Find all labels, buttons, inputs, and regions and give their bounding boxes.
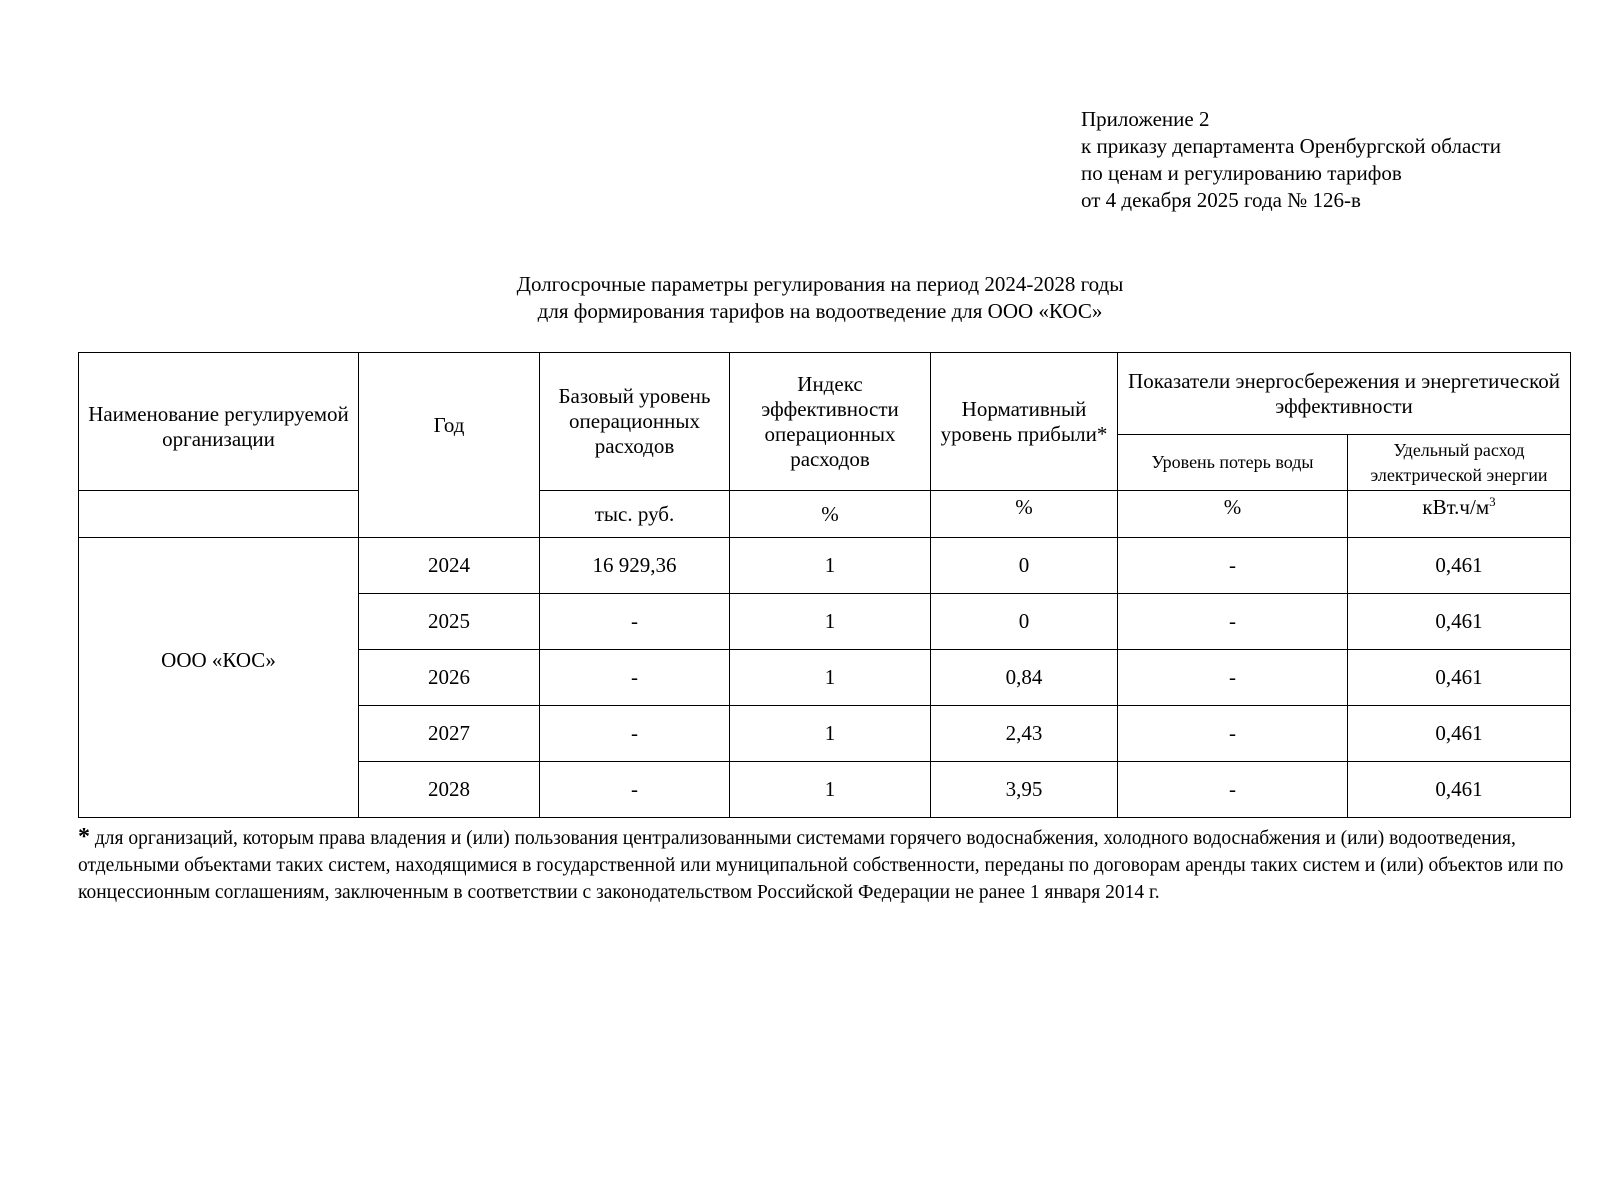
cell-electricity: 0,461 xyxy=(1348,762,1571,818)
cell-index: 1 xyxy=(730,762,931,818)
appendix-line: к приказу департамента Оренбургской области xyxy=(1081,134,1501,158)
unit-electricity-exponent: 3 xyxy=(1489,494,1496,509)
appendix-line: Приложение 2 xyxy=(1081,107,1210,131)
cell-base: - xyxy=(540,706,730,762)
cell-electricity: 0,461 xyxy=(1348,706,1571,762)
organization-cell: ООО «КОС» xyxy=(79,538,359,818)
title-line-2: для формирования тарифов на водоотведение для ООО «КОС» xyxy=(537,299,1103,323)
header-org-name: Наименование регулируемой организации xyxy=(79,353,359,491)
appendix-line: от 4 декабря 2025 года № 126-в xyxy=(1081,188,1361,212)
parameters-table xyxy=(78,352,1571,818)
cell-year: 2027 xyxy=(359,706,540,762)
header-electricity: Удельный расход электрической энергии xyxy=(1348,435,1571,491)
cell-profit: 0,84 xyxy=(931,650,1118,706)
cell-electricity: 0,461 xyxy=(1348,594,1571,650)
cell-profit: 3,95 xyxy=(931,762,1118,818)
title-line-1: Долгосрочные параметры регулирования на период 2024-2028 годы xyxy=(516,272,1124,296)
document-title xyxy=(0,271,1616,325)
cell-loss: - xyxy=(1118,762,1348,818)
unit-profit-level: % xyxy=(931,491,1118,538)
cell-year: 2026 xyxy=(359,650,540,706)
appendix-header xyxy=(1081,106,1501,214)
unit-electricity-text: кВт.ч/м xyxy=(1422,495,1490,519)
cell-profit: 0 xyxy=(931,538,1118,594)
footnote-text: для организаций, которым права владения и (или) пользования централизованными системами горячего водоснабжения, холодного водоснабжения и (или) водоотведения, отдельными объектами таких систем, находящимися в государственной или муниципальной собственности, переданы по договорам аренды таких систем и (или) объектов или по концессионным соглашениям, заключенным в соответствии с законодательством Российской Федерации не ранее 1 января 2014 г. xyxy=(78,828,1564,903)
cell-index: 1 xyxy=(730,650,931,706)
header-profit-level: Нормативный уровень прибыли* xyxy=(931,353,1118,491)
cell-profit: 2,43 xyxy=(931,706,1118,762)
header-efficiency-index: Индекс эффективности операционных расходов xyxy=(730,353,931,491)
header-base-level: Базовый уровень операционных расходов xyxy=(540,353,730,491)
cell-base: - xyxy=(540,650,730,706)
cell-base: - xyxy=(540,762,730,818)
units-org-empty xyxy=(79,491,359,538)
cell-loss: - xyxy=(1118,538,1348,594)
unit-base-level: тыс. руб. xyxy=(540,491,730,538)
cell-year: 2024 xyxy=(359,538,540,594)
cell-profit: 0 xyxy=(931,594,1118,650)
header-row xyxy=(79,353,1571,435)
cell-index: 1 xyxy=(730,594,931,650)
cell-year: 2028 xyxy=(359,762,540,818)
footnote-marker: * xyxy=(78,824,90,850)
cell-base: 16 929,36 xyxy=(540,538,730,594)
cell-electricity: 0,461 xyxy=(1348,650,1571,706)
table-row xyxy=(79,538,1571,594)
header-energy-group: Показатели энергосбережения и энергетической эффективности xyxy=(1118,353,1571,435)
cell-index: 1 xyxy=(730,706,931,762)
cell-index: 1 xyxy=(730,538,931,594)
cell-year: 2025 xyxy=(359,594,540,650)
unit-efficiency-index: % xyxy=(730,491,931,538)
cell-loss: - xyxy=(1118,706,1348,762)
cell-electricity: 0,461 xyxy=(1348,538,1571,594)
cell-loss: - xyxy=(1118,594,1348,650)
header-year: Год xyxy=(359,353,540,538)
appendix-line: по ценам и регулированию тарифов xyxy=(1081,161,1402,185)
header-water-loss: Уровень потерь воды xyxy=(1118,435,1348,491)
unit-electricity xyxy=(1348,491,1571,538)
cell-loss: - xyxy=(1118,650,1348,706)
footnote xyxy=(78,824,1573,906)
unit-water-loss: % xyxy=(1118,491,1348,538)
cell-base: - xyxy=(540,594,730,650)
units-row xyxy=(79,491,1571,538)
